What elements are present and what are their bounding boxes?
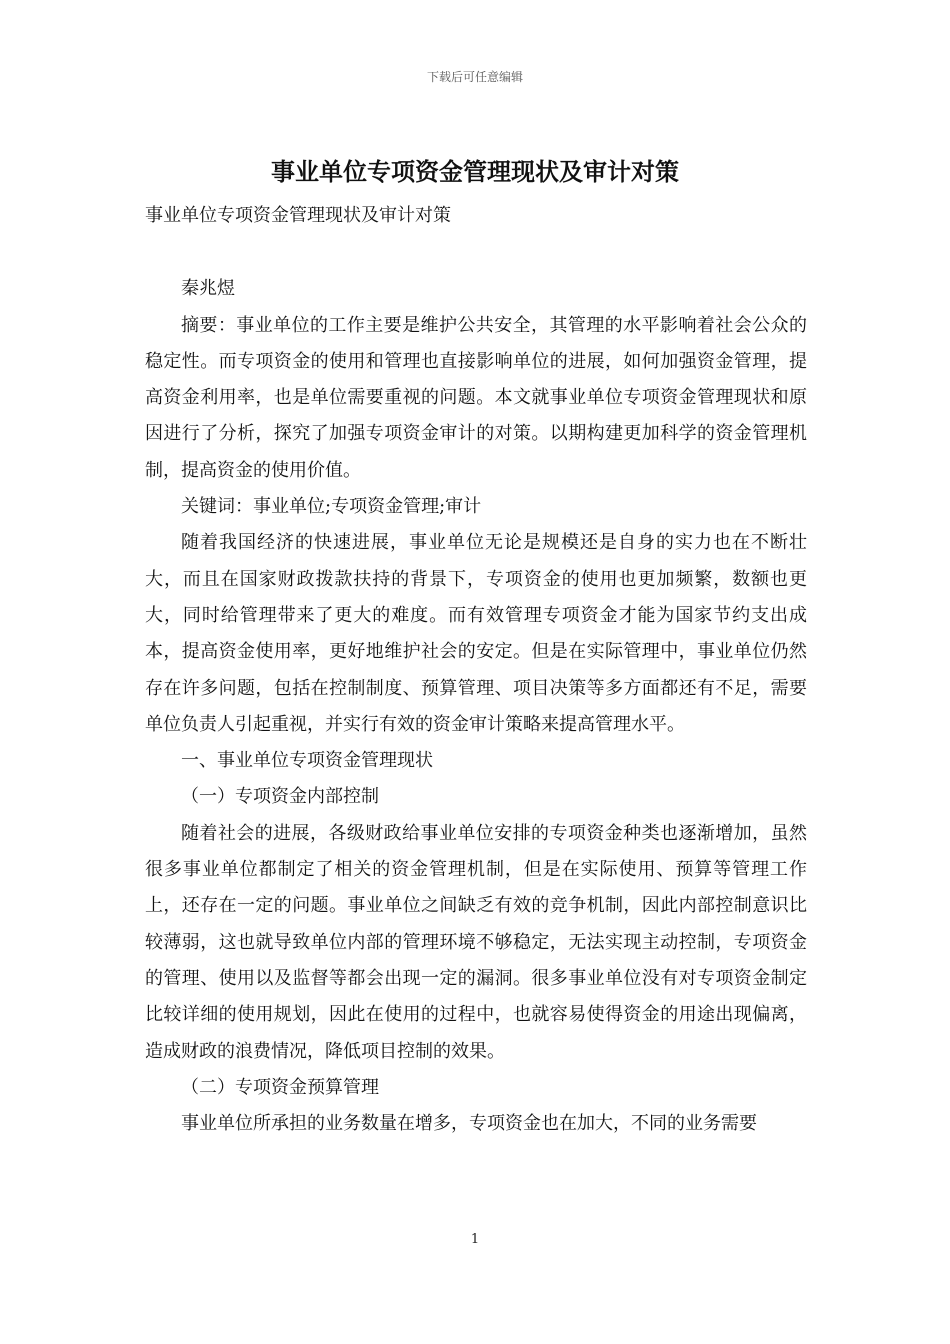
document-body — [145, 198, 807, 1142]
document-title: 事业单位专项资金管理现状及审计对策 — [271, 158, 679, 186]
download-note: 下载后可任意编辑 — [426, 70, 523, 84]
blank-line — [145, 234, 807, 271]
subsection-heading-1: （一）专项资金内部控制 — [181, 786, 379, 808]
keywords-line: 关键词：事业单位;专项资金管理;审计 — [181, 496, 482, 518]
subsection-heading-2: （二）专项资金预算管理 — [181, 1076, 379, 1098]
abstract-paragraph: 摘要：事业单位的工作主要是维护公共安全，其管理的水平影响着社会公众的稳定性。而专项资金的使用和管理也直接影响单位的进展，如何加强资金管理，提高资金利用率，也是单位需要重视的问题。本文就事业单位专项资金管理现状和原因进行了分析，探究了加强专项资金审计的对策。以期构建更加科学的资金管理机制，提高资金的使用价值。 — [145, 314, 807, 481]
subsection-2-paragraph: 事业单位所承担的业务数量在增多，专项资金也在加大，不同的业务需要 — [181, 1113, 757, 1135]
document-subtitle: 事业单位专项资金管理现状及审计对策 — [145, 205, 451, 226]
intro-paragraph: 随着我国经济的快速进展，事业单位无论是规模还是自身的实力也在不断壮大，而且在国家财政拨款扶持的背景下，专项资金的使用也更加频繁，数额也更大，同时给管理带来了更大的难度。而有效管理专项资金才能为国家节约支出成本，提高资金使用率，更好地维护社会的安定。但是在实际管理中，事业单位仍然存在许多问题，包括在控制制度、预算管理、项目决策等多方面都还有不足，需要单位负责人引起重视，并实行有效的资金审计策略来提高管理水平。 — [145, 532, 807, 735]
author-name: 秦兆煜 — [181, 278, 235, 300]
subsection-1-paragraph: 随着社会的进展，各级财政给事业单位安排的专项资金种类也逐渐增加，虽然很多事业单位都制定了相关的资金管理机制，但是在实际使用、预算等管理工作上，还存在一定的问题。事业单位之间缺乏有效的竞争机制，因此内部控制意识比较薄弱，这也就导致单位内部的管理环境不够稳定，无法实现主动控制，专项资金的管理、使用以及监督等都会出现一定的漏洞。很多事业单位没有对专项资金制定比较详细的使用规划，因此在使用的过程中，也就容易使得资金的用途出现偏离，造成财政的浪费情况，降低项目控制的效果。 — [145, 822, 807, 1062]
page-number: 1 — [470, 1232, 480, 1247]
section-heading-1: 一、事业单位专项资金管理现状 — [181, 750, 433, 772]
